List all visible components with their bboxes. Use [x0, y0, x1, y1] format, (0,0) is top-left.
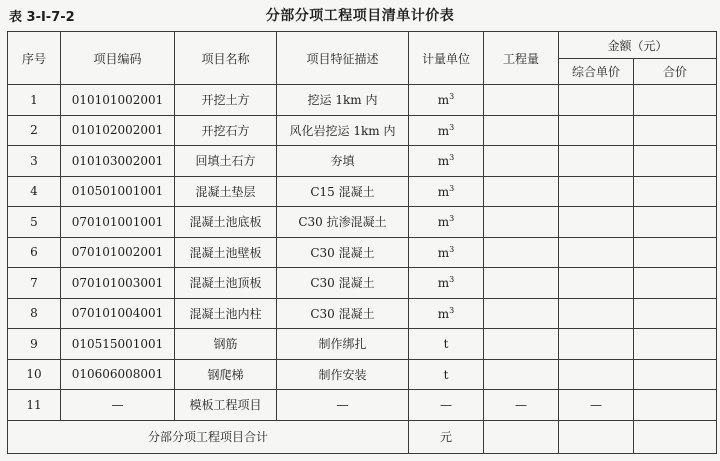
- cell-qty: [484, 146, 559, 177]
- cell-qty: [484, 237, 559, 268]
- cell-name: 混凝土池顶板: [175, 268, 277, 299]
- unit-sup: 3: [449, 153, 455, 163]
- cell-desc: 夯填: [277, 146, 409, 177]
- cell-desc: 制作安装: [277, 359, 409, 390]
- header-desc: 项目特征描述: [277, 32, 409, 85]
- cell-total-price: [634, 176, 717, 207]
- cell-code: 070101003001: [61, 268, 175, 299]
- cell-unit-price: [559, 268, 634, 299]
- cell-unit: [409, 329, 484, 360]
- cell-seq: 5: [8, 207, 61, 238]
- total-amount: [634, 420, 717, 453]
- table-row: [8, 298, 717, 329]
- total-row: [8, 420, 717, 453]
- cell-seq: 10: [8, 359, 61, 390]
- cell-unit: [409, 85, 484, 116]
- cell-name: 回填土石方: [175, 146, 277, 177]
- cell-total-price: [634, 268, 717, 299]
- cell-total-price: [634, 329, 717, 360]
- cell-code: 010102002001: [61, 115, 175, 146]
- cell-total-price: [634, 359, 717, 390]
- cell-name: 混凝土池壁板: [175, 237, 277, 268]
- cell-code: 010501001001: [61, 176, 175, 207]
- table-title: 分部分项工程项目清单计价表: [265, 8, 455, 24]
- cell-qty: [484, 359, 559, 390]
- cell-qty: [484, 176, 559, 207]
- cell-code: 010103002001: [61, 146, 175, 177]
- unit-base: m: [437, 123, 450, 138]
- cell-qty: [484, 268, 559, 299]
- cell-unit: [409, 237, 484, 268]
- cell-total-price: [634, 146, 717, 177]
- pricing-table: [7, 31, 717, 454]
- cell-name: 混凝土池底板: [175, 207, 277, 238]
- cell-seq: 2: [8, 115, 61, 146]
- total-unit-price: [559, 420, 634, 453]
- header-qty: 工程量: [484, 32, 559, 85]
- unit-base: m: [437, 245, 450, 260]
- cell-unit-price: [559, 237, 634, 268]
- cell-name: 混凝土垫层: [175, 176, 277, 207]
- cell-seq: 6: [8, 237, 61, 268]
- cell-seq: 8: [8, 298, 61, 329]
- cell-unit: [409, 268, 484, 299]
- cell-total-price: [634, 207, 717, 238]
- unit-base: m: [437, 276, 450, 291]
- cell-desc: 风化岩挖运 1km 内: [277, 115, 409, 146]
- cell-unit: [409, 115, 484, 146]
- cell-qty: —: [484, 390, 559, 421]
- cell-unit-price: [559, 85, 634, 116]
- unit-sup: 3: [449, 275, 455, 285]
- table-header: [0, 4, 720, 26]
- cell-total-price: [634, 237, 717, 268]
- cell-desc: C15 混凝土: [277, 176, 409, 207]
- cell-unit-price: [559, 207, 634, 238]
- cell-code: 070101004001: [61, 298, 175, 329]
- table-number: 表 3-Ⅰ-7-2: [9, 10, 75, 25]
- unit-base: m: [437, 215, 450, 230]
- cell-code: 010101002001: [61, 85, 175, 116]
- unit-sup: 3: [449, 244, 455, 254]
- cell-total-price: [634, 390, 717, 421]
- cell-unit-price: [559, 146, 634, 177]
- total-label: 分部分项工程项目合计: [8, 420, 409, 453]
- unit-base: —: [440, 398, 452, 413]
- table-row: [8, 329, 717, 360]
- cell-unit: [409, 176, 484, 207]
- cell-qty: [484, 115, 559, 146]
- table-row: [8, 85, 717, 116]
- cell-desc: 制作绑扎: [277, 329, 409, 360]
- cell-qty: [484, 85, 559, 116]
- unit-base: m: [437, 154, 450, 169]
- cell-code: —: [61, 390, 175, 421]
- cell-unit: [409, 390, 484, 421]
- cell-name: 模板工程项目: [175, 390, 277, 421]
- cell-seq: 9: [8, 329, 61, 360]
- cell-unit-price: [559, 329, 634, 360]
- unit-sup: 3: [449, 122, 455, 132]
- unit-base: m: [437, 306, 450, 321]
- table-row: [8, 207, 717, 238]
- table-row: [8, 237, 717, 268]
- cell-code: 070101002001: [61, 237, 175, 268]
- cell-unit: [409, 298, 484, 329]
- cell-total-price: [634, 298, 717, 329]
- table-row: [8, 115, 717, 146]
- cell-unit-price: [559, 176, 634, 207]
- cell-code: 010606008001: [61, 359, 175, 390]
- table-row: [8, 390, 717, 421]
- total-qty: [484, 420, 559, 453]
- unit-sup: 3: [449, 305, 455, 315]
- cell-name: 开挖土方: [175, 85, 277, 116]
- table-row: [8, 176, 717, 207]
- cell-total-price: [634, 115, 717, 146]
- cell-code: 010515001001: [61, 329, 175, 360]
- unit-sup: 3: [449, 214, 455, 224]
- cell-code: 070101001001: [61, 207, 175, 238]
- cell-desc: C30 混凝土: [277, 268, 409, 299]
- cell-name: 钢爬梯: [175, 359, 277, 390]
- table-row: [8, 359, 717, 390]
- unit-base: t: [443, 337, 449, 352]
- table-row: [8, 146, 717, 177]
- cell-desc: C30 抗渗混凝土: [277, 207, 409, 238]
- cell-unit-price: [559, 115, 634, 146]
- unit-sup: 3: [449, 92, 455, 102]
- cell-seq: 11: [8, 390, 61, 421]
- cell-seq: 4: [8, 176, 61, 207]
- header-total-price: 合价: [634, 59, 717, 85]
- unit-base: m: [437, 184, 450, 199]
- cell-name: 开挖石方: [175, 115, 277, 146]
- cell-seq: 7: [8, 268, 61, 299]
- cell-desc: C30 混凝土: [277, 237, 409, 268]
- cell-desc: 挖运 1km 内: [277, 85, 409, 116]
- cell-qty: [484, 298, 559, 329]
- cell-seq: 1: [8, 85, 61, 116]
- cell-unit-price: —: [559, 390, 634, 421]
- cell-name: 钢筋: [175, 329, 277, 360]
- header-unit: 计量单位: [409, 32, 484, 85]
- cell-qty: [484, 329, 559, 360]
- table-row: [8, 268, 717, 299]
- cell-name: 混凝土池内柱: [175, 298, 277, 329]
- cell-unit: [409, 146, 484, 177]
- cell-desc: C30 混凝土: [277, 298, 409, 329]
- unit-sup: 3: [449, 183, 455, 193]
- cell-qty: [484, 207, 559, 238]
- total-unit: 元: [409, 420, 484, 453]
- header-seq: 序号: [8, 32, 61, 85]
- unit-base: m: [437, 93, 450, 108]
- header-code: 项目编码: [61, 32, 175, 85]
- header-name: 项目名称: [175, 32, 277, 85]
- cell-desc: —: [277, 390, 409, 421]
- unit-base: t: [443, 367, 449, 382]
- cell-total-price: [634, 85, 717, 116]
- cell-unit: [409, 359, 484, 390]
- cell-unit-price: [559, 359, 634, 390]
- header-amount: 金额（元）: [559, 32, 717, 59]
- cell-seq: 3: [8, 146, 61, 177]
- cell-unit-price: [559, 298, 634, 329]
- cell-unit: [409, 207, 484, 238]
- header-unit-price: 综合单价: [559, 59, 634, 85]
